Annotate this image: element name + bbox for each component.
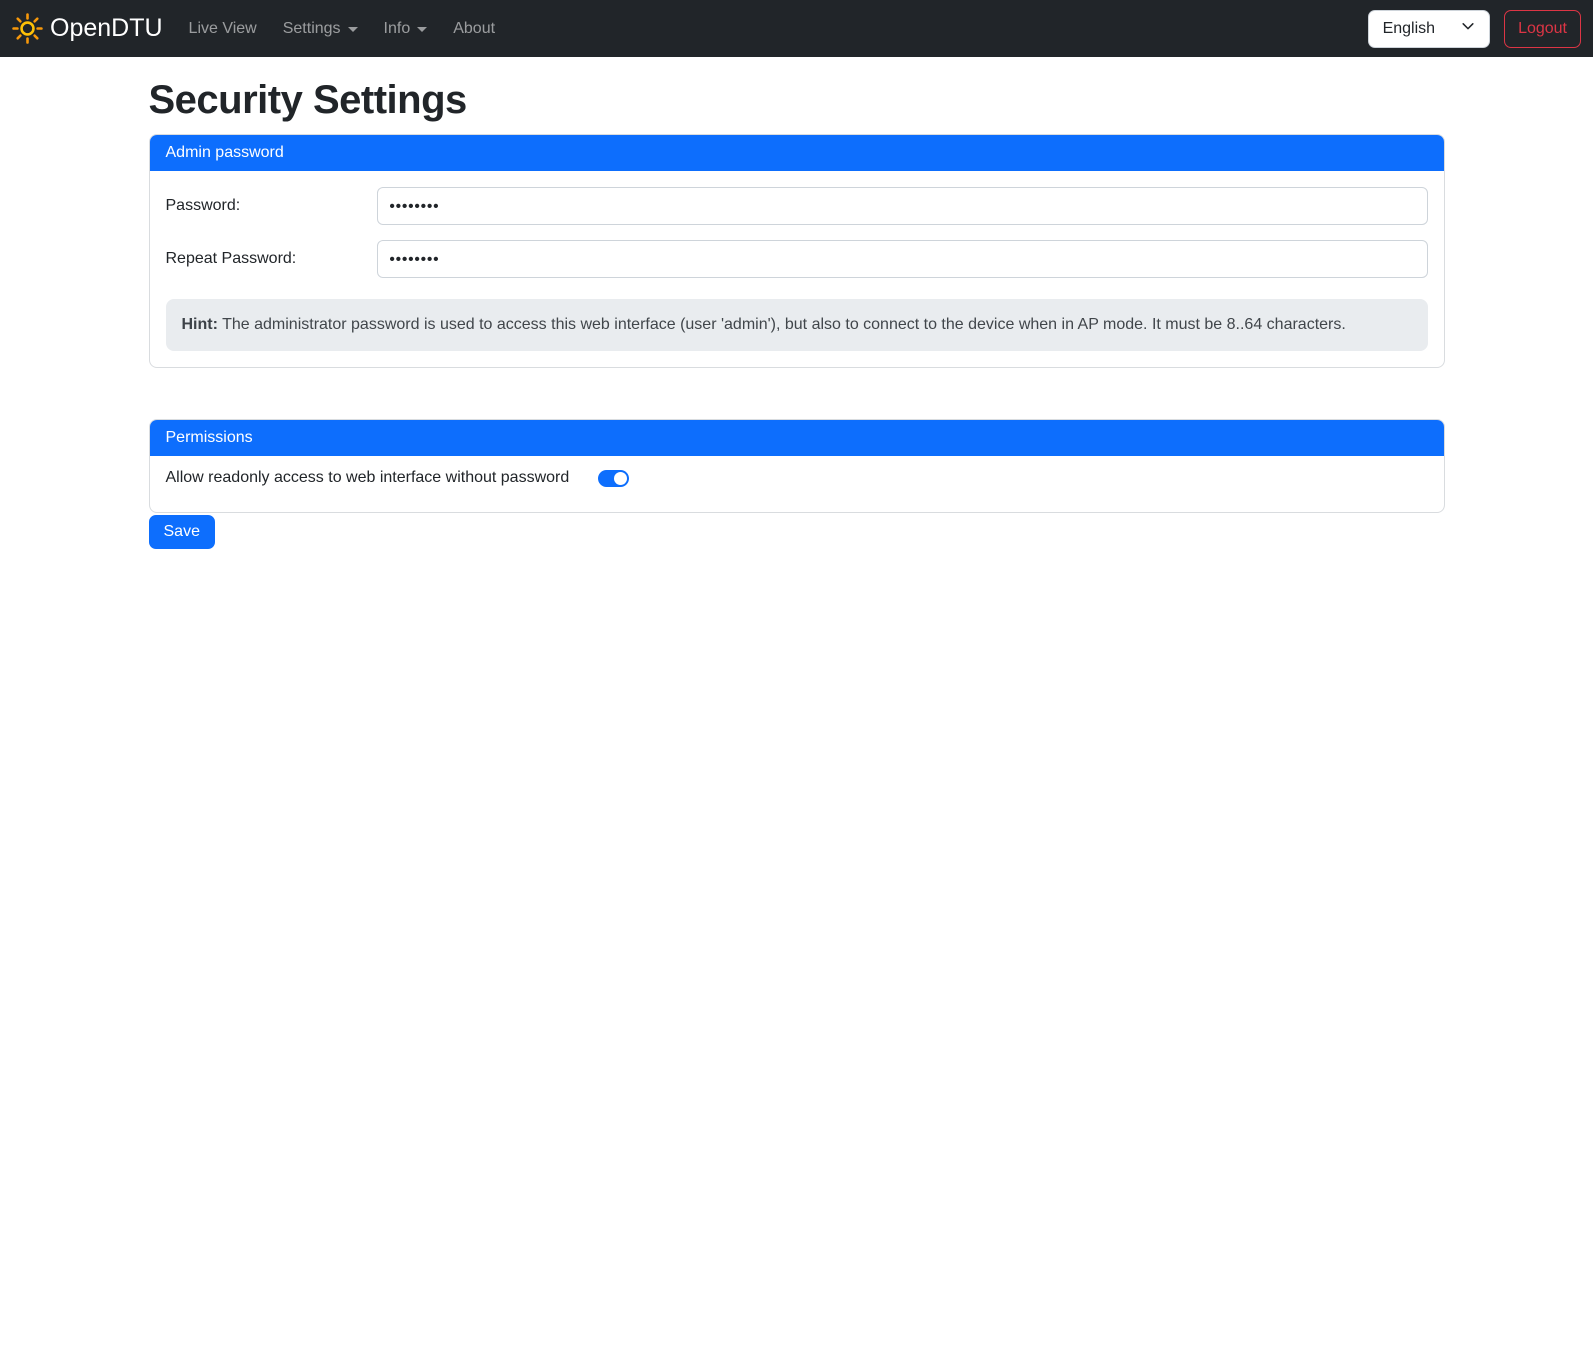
logout-button[interactable]: Logout: [1504, 10, 1581, 48]
admin-password-card: [149, 134, 1445, 368]
chevron-down-icon: [417, 27, 427, 32]
admin-password-card-header: Admin password: [150, 135, 1444, 171]
page-title: Security Settings: [148, 78, 467, 122]
nav-links: [181, 12, 514, 46]
language-select-value: English: [1382, 19, 1436, 37]
password-hint: [166, 299, 1428, 351]
chevron-down-icon: [348, 27, 358, 32]
navbar: [0, 0, 1593, 57]
language-select[interactable]: [1368, 10, 1490, 48]
admin-password-card-body: [150, 171, 1444, 367]
password-input[interactable]: [377, 187, 1428, 225]
nav-item-label: Settings: [282, 19, 341, 37]
nav-item-about[interactable]: [445, 12, 503, 46]
repeat-password-row: [166, 240, 1428, 278]
readonly-access-toggle[interactable]: [598, 470, 629, 487]
permissions-card-header: Permissions: [150, 420, 1444, 456]
password-label: Password:: [165, 197, 241, 214]
nav-item-label: Info: [383, 19, 411, 37]
repeat-password-label: Repeat Password:: [165, 250, 297, 267]
password-row: [166, 187, 1428, 225]
permissions-card-body: [150, 456, 1444, 512]
nav-item-info[interactable]: [376, 12, 436, 46]
brand-label: OpenDTU: [50, 14, 163, 42]
hint-label: Hint:: [181, 316, 218, 333]
toggle-knob: [614, 472, 627, 485]
readonly-access-label: Allow readonly access to web interface without password: [165, 469, 570, 486]
nav-item-live-view[interactable]: [181, 12, 265, 46]
sun-icon: [12, 13, 43, 44]
permissions-card: [149, 419, 1445, 513]
navbar-right: [1368, 10, 1581, 48]
chevron-down-icon: [1461, 19, 1475, 38]
save-button[interactable]: Save: [149, 515, 215, 549]
readonly-access-row: [166, 456, 1428, 512]
nav-item-settings[interactable]: [275, 12, 366, 46]
spacer: [149, 368, 1445, 419]
nav-item-label: About: [453, 19, 496, 37]
brand[interactable]: [12, 13, 163, 44]
nav-item-label: Live View: [188, 19, 257, 37]
repeat-password-input[interactable]: [377, 240, 1428, 278]
hint-text: The administrator password is used to access this web interface (user 'admin'), but also to connect to the device when in AP mode. It must be 8..64 characters.: [217, 316, 1346, 333]
main-content: [137, 76, 1457, 549]
